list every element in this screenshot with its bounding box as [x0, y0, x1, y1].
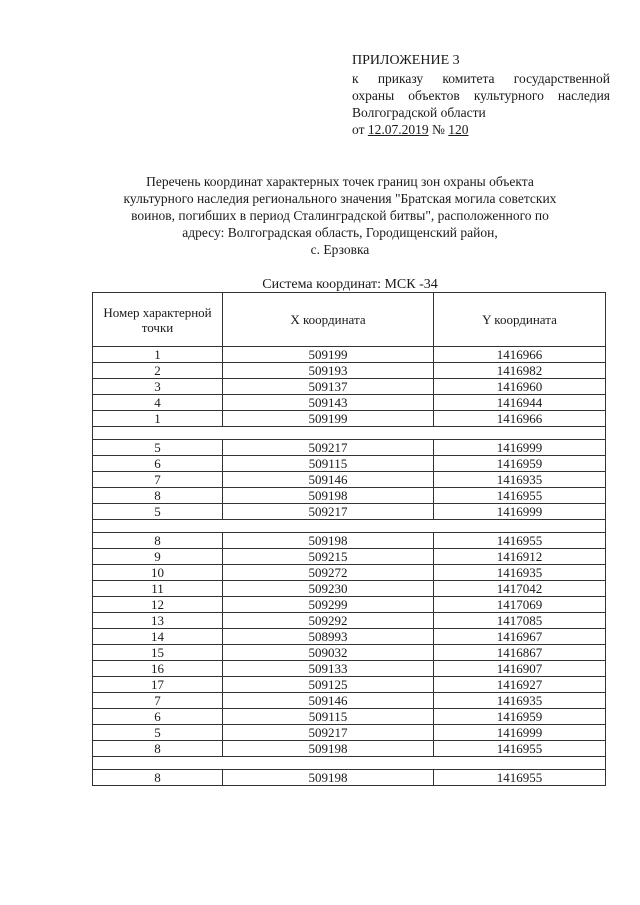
x-coordinate-cell: 509115 — [223, 456, 434, 472]
table-row — [93, 661, 606, 677]
table-body — [93, 347, 606, 786]
point-number-cell: 5 — [93, 504, 223, 520]
point-number-cell: 12 — [93, 597, 223, 613]
x-coordinate-cell: 509217 — [223, 504, 434, 520]
table-row — [93, 693, 606, 709]
x-coordinate-cell: 509115 — [223, 709, 434, 725]
y-coordinate-cell: 1416935 — [434, 565, 606, 581]
y-coordinate-cell: 1416955 — [434, 533, 606, 549]
y-coordinate-cell: 1416944 — [434, 395, 606, 411]
group-separator-row — [93, 427, 606, 440]
y-coordinate-cell: 1416912 — [434, 549, 606, 565]
x-coordinate-cell: 509198 — [223, 488, 434, 504]
date-prefix: от — [352, 122, 365, 137]
point-number-cell: 8 — [93, 741, 223, 757]
table-row — [93, 597, 606, 613]
table-row — [93, 533, 606, 549]
appendix-line-3: Волгоградской области — [352, 105, 486, 120]
table-row — [93, 645, 606, 661]
table-row — [93, 677, 606, 693]
y-coordinate-cell: 1416955 — [434, 770, 606, 786]
table-row — [93, 581, 606, 597]
y-coordinate-cell: 1416955 — [434, 741, 606, 757]
title-line: воинов, погибших в период Сталинградской битвы", расположенного по — [131, 208, 549, 223]
y-coordinate-cell: 1416907 — [434, 661, 606, 677]
x-coordinate-cell: 509198 — [223, 741, 434, 757]
point-number-cell: 7 — [93, 472, 223, 488]
separator-cell — [93, 757, 606, 770]
header-y: Y координата — [434, 293, 606, 347]
number-sign: № — [431, 122, 445, 137]
x-coordinate-cell: 509198 — [223, 533, 434, 549]
x-coordinate-cell: 509137 — [223, 379, 434, 395]
y-coordinate-cell: 1416960 — [434, 379, 606, 395]
point-number-cell: 14 — [93, 629, 223, 645]
x-coordinate-cell: 508993 — [223, 629, 434, 645]
point-number-cell: 7 — [93, 693, 223, 709]
x-coordinate-cell: 509292 — [223, 613, 434, 629]
x-coordinate-cell: 509299 — [223, 597, 434, 613]
coordinate-system-label: Система координат: МСК -34 — [262, 277, 438, 292]
x-coordinate-cell: 509143 — [223, 395, 434, 411]
table-row — [93, 411, 606, 427]
y-coordinate-cell: 1416967 — [434, 629, 606, 645]
separator-cell — [93, 520, 606, 533]
table-row — [93, 379, 606, 395]
document-title — [90, 173, 590, 258]
y-coordinate-cell: 1417085 — [434, 613, 606, 629]
point-number-cell: 8 — [93, 770, 223, 786]
x-coordinate-cell: 509198 — [223, 770, 434, 786]
y-coordinate-cell: 1416959 — [434, 456, 606, 472]
x-coordinate-cell: 509125 — [223, 677, 434, 693]
table-row — [93, 629, 606, 645]
table-row — [93, 549, 606, 565]
x-coordinate-cell: 509272 — [223, 565, 434, 581]
order-number: 120 — [448, 122, 469, 137]
x-coordinate-cell: 509146 — [223, 693, 434, 709]
y-coordinate-cell: 1416982 — [434, 363, 606, 379]
point-number-cell: 17 — [93, 677, 223, 693]
group-separator-row — [93, 757, 606, 770]
table-row — [93, 770, 606, 786]
y-coordinate-cell: 1416927 — [434, 677, 606, 693]
point-number-cell: 5 — [93, 440, 223, 456]
table-row — [93, 613, 606, 629]
x-coordinate-cell: 509215 — [223, 549, 434, 565]
point-number-cell: 1 — [93, 347, 223, 363]
point-number-cell: 5 — [93, 725, 223, 741]
title-line: адресу: Волгоградская область, Городищенский район, — [182, 225, 498, 240]
y-coordinate-cell: 1416959 — [434, 709, 606, 725]
point-number-cell: 8 — [93, 533, 223, 549]
title-line: Перечень координат характерных точек границ зон охраны объекта — [146, 174, 534, 189]
y-coordinate-cell: 1416999 — [434, 440, 606, 456]
y-coordinate-cell: 1416999 — [434, 504, 606, 520]
table-row — [93, 504, 606, 520]
table-row — [93, 488, 606, 504]
y-coordinate-cell: 1416867 — [434, 645, 606, 661]
y-coordinate-cell: 1416999 — [434, 725, 606, 741]
header-point-number: Номер характерной точки — [93, 293, 223, 347]
point-number-cell: 6 — [93, 456, 223, 472]
coordinates-table — [92, 292, 606, 786]
point-number-cell: 15 — [93, 645, 223, 661]
point-number-cell: 2 — [93, 363, 223, 379]
order-date: 12.07.2019 — [367, 122, 429, 137]
point-number-cell: 8 — [93, 488, 223, 504]
y-coordinate-cell: 1416935 — [434, 693, 606, 709]
table-row — [93, 709, 606, 725]
y-coordinate-cell: 1417069 — [434, 597, 606, 613]
appendix-block — [352, 52, 610, 138]
x-coordinate-cell: 509146 — [223, 472, 434, 488]
table-row — [93, 440, 606, 456]
table-row — [93, 741, 606, 757]
x-coordinate-cell: 509133 — [223, 661, 434, 677]
x-coordinate-cell: 509032 — [223, 645, 434, 661]
table-row — [93, 725, 606, 741]
table-row — [93, 347, 606, 363]
point-number-cell: 10 — [93, 565, 223, 581]
x-coordinate-cell: 509199 — [223, 347, 434, 363]
title-line: с. Ерзовка — [310, 242, 370, 257]
appendix-date-line — [352, 121, 610, 138]
point-number-cell: 4 — [93, 395, 223, 411]
y-coordinate-cell: 1417042 — [434, 581, 606, 597]
header-x: X координата — [223, 293, 434, 347]
point-number-cell: 9 — [93, 549, 223, 565]
point-number-cell: 6 — [93, 709, 223, 725]
x-coordinate-cell: 509230 — [223, 581, 434, 597]
group-separator-row — [93, 520, 606, 533]
x-coordinate-cell: 509199 — [223, 411, 434, 427]
y-coordinate-cell: 1416966 — [434, 411, 606, 427]
x-coordinate-cell: 509217 — [223, 440, 434, 456]
x-coordinate-cell: 509217 — [223, 725, 434, 741]
table-row — [93, 363, 606, 379]
appendix-line-1: к приказу комитета государственной — [352, 71, 610, 86]
point-number-cell: 3 — [93, 379, 223, 395]
y-coordinate-cell: 1416966 — [434, 347, 606, 363]
table-row — [93, 472, 606, 488]
point-number-cell: 11 — [93, 581, 223, 597]
appendix-title: ПРИЛОЖЕНИЕ 3 — [352, 53, 460, 68]
table-row — [93, 395, 606, 411]
y-coordinate-cell: 1416935 — [434, 472, 606, 488]
y-coordinate-cell: 1416955 — [434, 488, 606, 504]
table-header-row — [93, 293, 606, 347]
table-row — [93, 565, 606, 581]
title-line: культурного наследия регионального значения "Братская могила советских — [123, 191, 557, 206]
point-number-cell: 13 — [93, 613, 223, 629]
x-coordinate-cell: 509193 — [223, 363, 434, 379]
point-number-cell: 16 — [93, 661, 223, 677]
separator-cell — [93, 427, 606, 440]
point-number-cell: 1 — [93, 411, 223, 427]
appendix-line-2: охраны объектов культурного наследия — [352, 88, 610, 103]
table-row — [93, 456, 606, 472]
